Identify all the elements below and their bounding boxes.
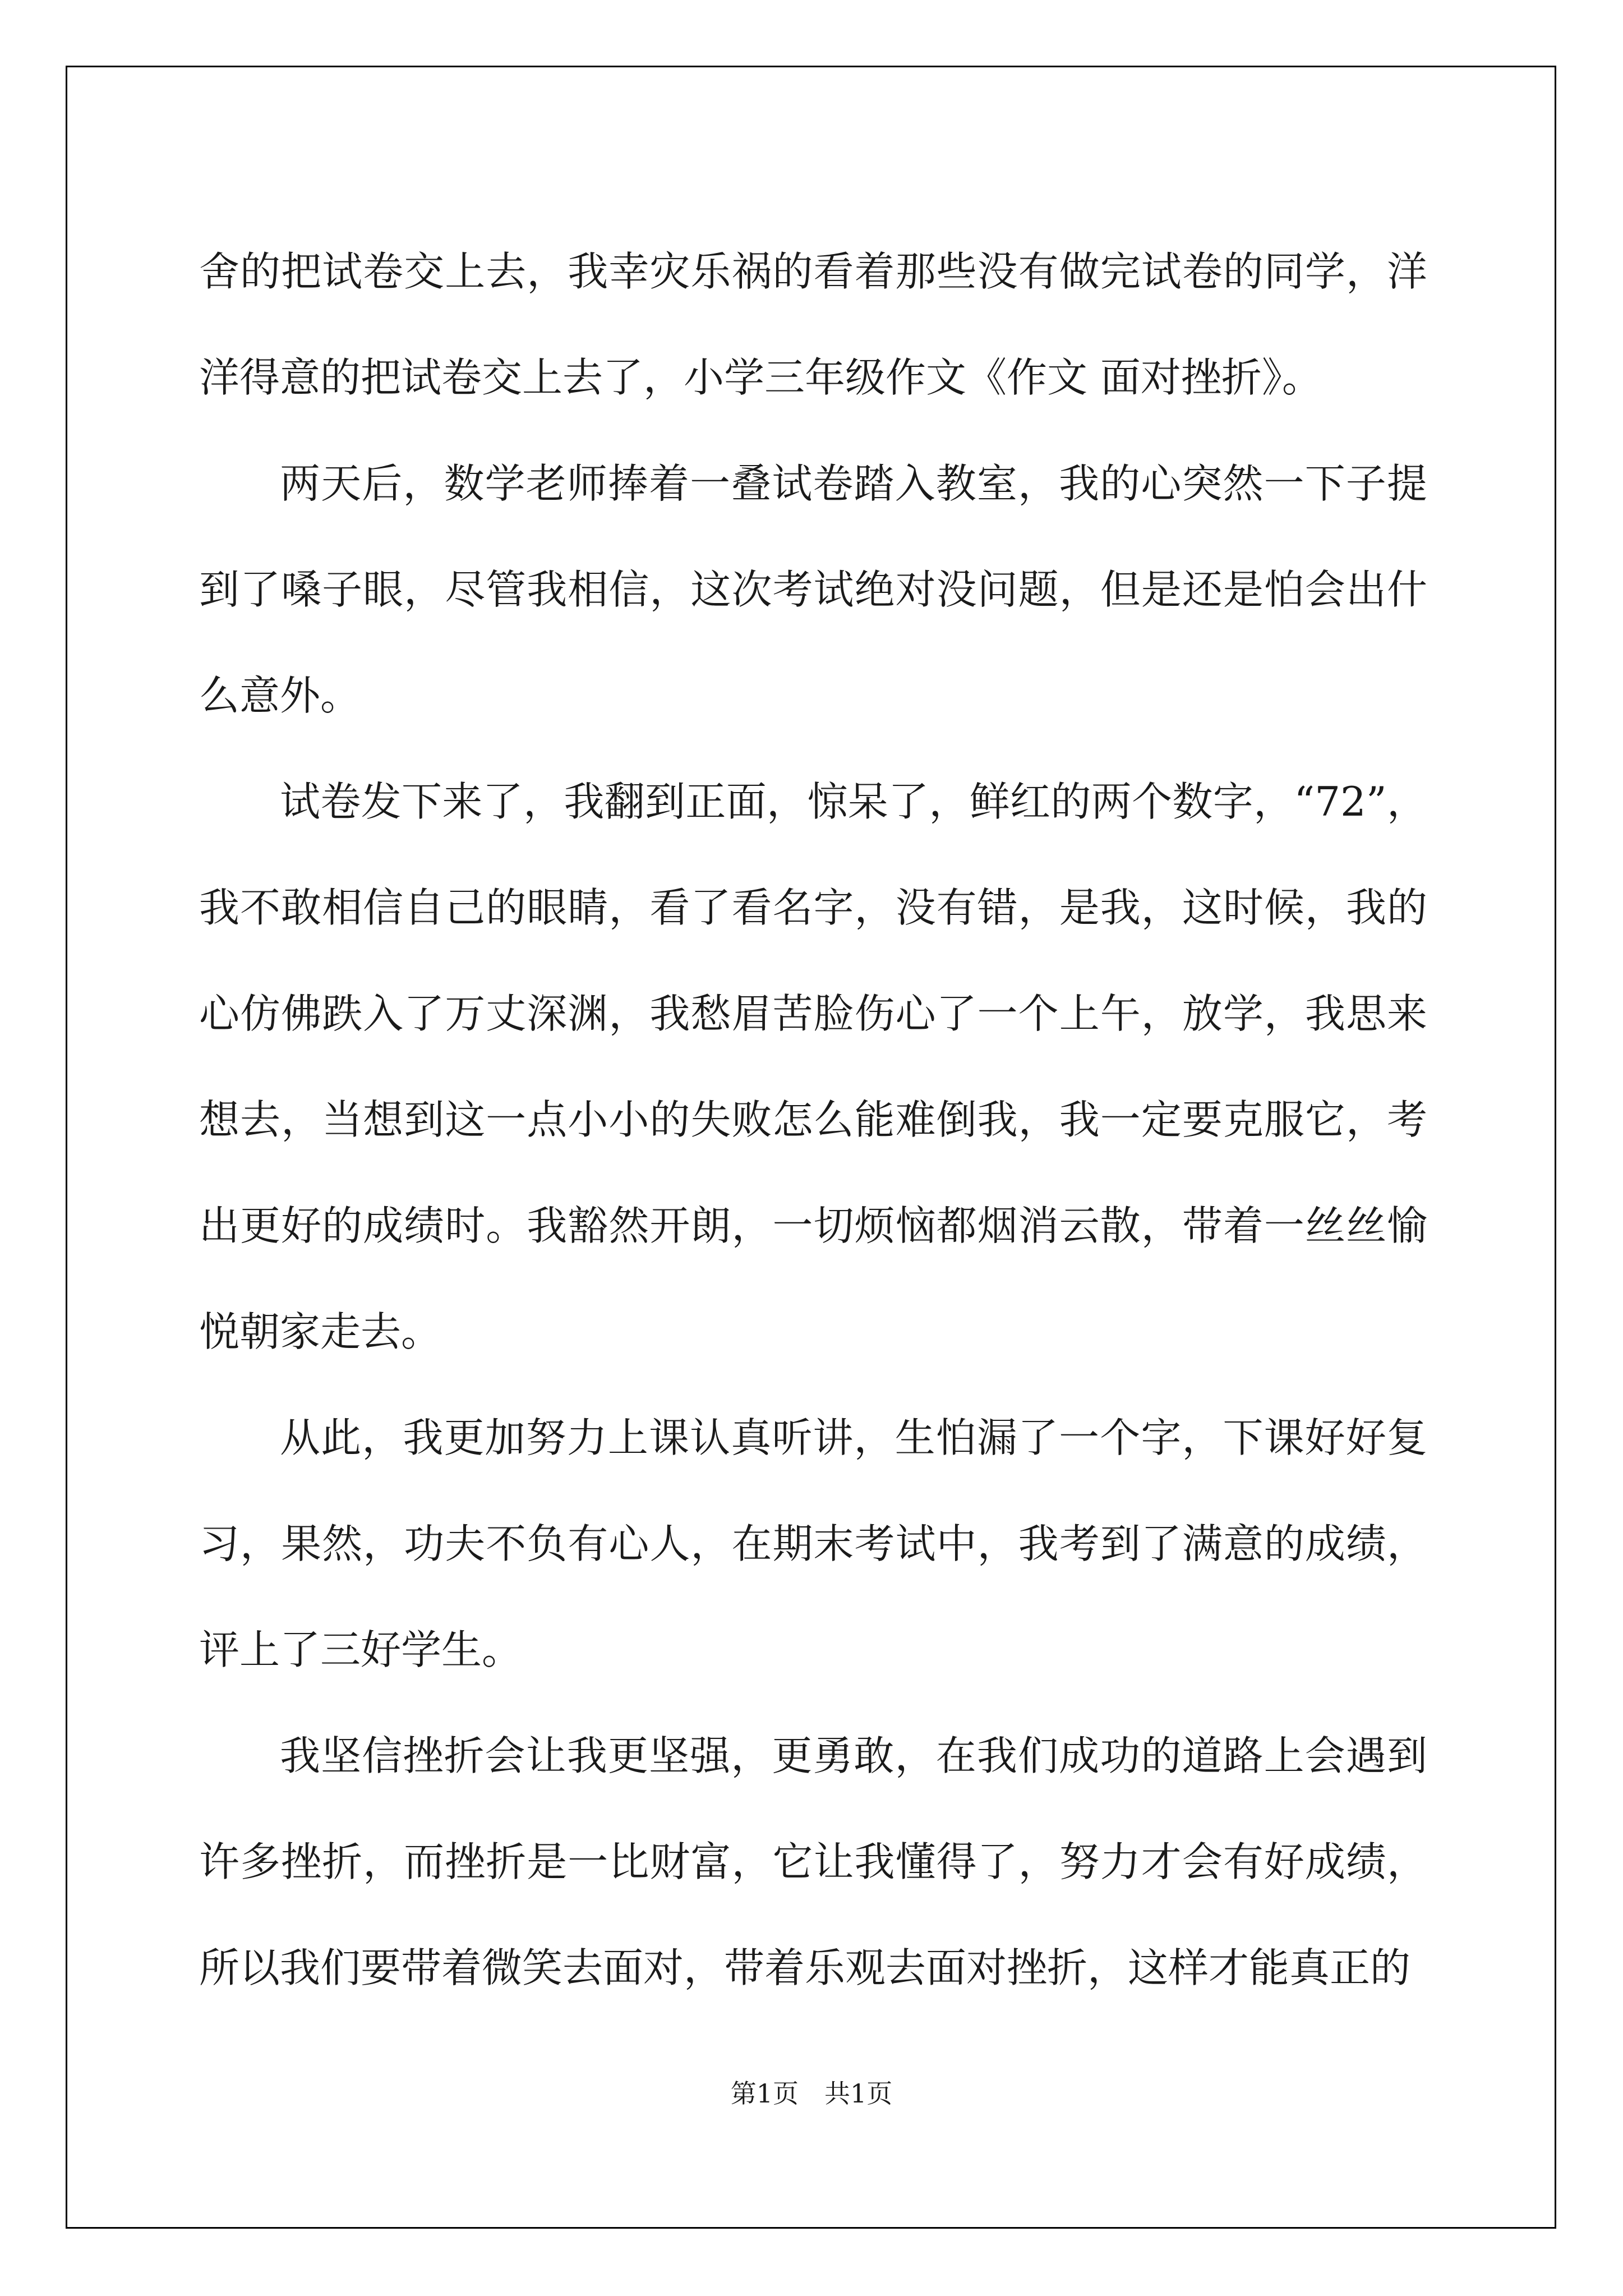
page-number-current: 第1页 (730, 2078, 799, 2109)
paragraph-5: 我坚信挫折会让我更坚强，更勇敢，在我们成功的道路上会遇到许多挫折，而挫折是一比财富，它让我懂得了，努力才会有好成绩，所以我们要带着微笑去面对，带着乐观去面对挫折，这样才能真正的 (199, 1732, 1427, 1991)
page-number-total: 共1页 (824, 2078, 893, 2109)
page-footer (0, 2077, 1623, 2110)
paragraph-1: 舍的把试卷交上去，我幸灾乐祸的看着那些没有做完试卷的同学，洋洋得意的把试卷交上去了，小学三年级作文《作文 面对挫折》。 (199, 248, 1427, 401)
paragraph-3: 试卷发下来了，我翻到正面，惊呆了，鲜红的两个数字，“72”，我不敢相信自己的眼睛，看了看名字，没有错，是我，这时候，我的心仿佛跌入了万丈深渊，我愁眉苦脸伤心了一个上午，放学，我思来想去，当想到这一点小小的失败怎么能难倒我，我一定要克服它，考出更好的成绩时。我豁然开朗，一切烦恼都烟消云散，带着一丝丝愉悦朝家走去。 (199, 778, 1427, 1355)
paragraph-4: 从此，我更加努力上课认真听讲，生怕漏了一个字，下课好好复习，果然，功夫不负有心人，在期末考试中，我考到了满意的成绩，评上了三好学生。 (199, 1414, 1427, 1673)
paragraph-2: 两天后，数学老师捧着一叠试卷踏入教室，我的心突然一下子提到了嗓子眼，尽管我相信，这次考试绝对没问题，但是还是怕会出什么意外。 (199, 460, 1427, 719)
document-body (199, 219, 1427, 2021)
